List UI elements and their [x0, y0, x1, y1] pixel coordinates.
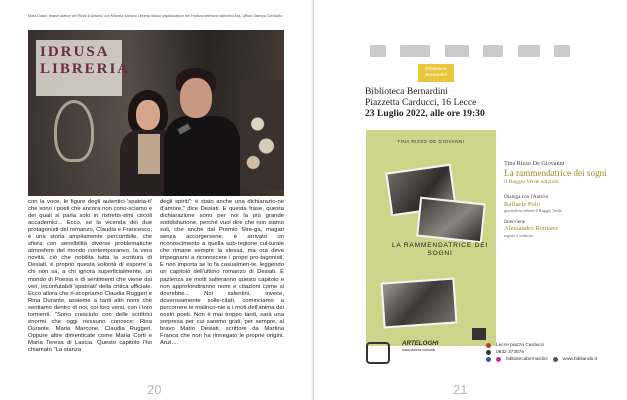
- article-column-2: degli spiriti": è stato anche una dichiarazio-ne d'amore." dice Desiati. E questa frase, questa dichiarazione sono per noi la più grande soddisfazione, perché vuol dire che non siamo soli, che anche dal Premio Stre-ga, magari senza accorgersene, è arrivato un riconoscimento a quella sub-regione cul-turale che rimane sempre la stessa, ma ora deve impegnarsi a riconoscere i propri pro-tagonisti. E non importa se lo fa casualmen-te, leggendo un capitolo dell'ultimo romanzo di Desiati. È pazienza se molti salteranno questo capitolo e non approfondiranno nomi e citazioni come si dovrebbe... Noi salentini, invece, doverosamente solle-citati, cominciamo a percorrere le malinco-nie e i moti dell'anima dei nostri poeti. Non è mai troppo tardi, sarà una sorpresa per cui saremo grati, per sempre, al bravo Mario Desiati, scrittore da Martina Franca che non ha rinnegato le proprie origini. Anzi....: [160, 199, 284, 346]
- brand-sub: associazione culturale: [402, 348, 436, 352]
- dialog-name: Raffaele Polo: [504, 200, 540, 208]
- sponsor-logo-icon: [518, 45, 540, 57]
- publisher-logo-icon: [472, 328, 486, 340]
- cover-author: TINA RIZZO DE GIOVANNI: [397, 139, 465, 144]
- interview-sub: regista e scrittore: [504, 232, 533, 238]
- bookshop-logo-icon: [54, 100, 94, 162]
- event-info: [504, 160, 614, 243]
- contact-phone[interactable]: 0832 373576: [496, 350, 525, 355]
- facebook-icon[interactable]: [486, 357, 491, 362]
- brand-name: ARTELOGHI: [402, 340, 439, 347]
- event-header: [365, 86, 595, 119]
- info-author: Tina Rizzo De Giovanni: [504, 160, 565, 167]
- cover-photo: [416, 197, 486, 244]
- bookshop-sign: IDRUSA LIBRERIA: [40, 44, 131, 77]
- sponsor-logo-icon: [554, 45, 570, 57]
- association-logo-icon: [366, 342, 390, 364]
- info-publisher: Il Raggio Verde edizioni: [504, 179, 559, 186]
- venue-address: Piazzetta Carducci, 16 Lecce: [365, 97, 477, 108]
- library-badge: Biblioteca Bernardini: [418, 64, 454, 82]
- article-column-1: con la voce, le figure degli autentici 'spatria-ti' che sono i poeti che ancora non cono-sciamo e dei quali si parla solo in ristretts-simi circoli accademici... Ecco, se la vicenda dei due protagonisti del romanzo, Claudia e Francesco, è una storia ampliamente percorribile, che sfiora con sensibilità diverse problematiche atmosfere del mondo contemporaneo, la vera novità, ciò che nobilita tutta la scrittura di Desiati, è proprio questa volontà di esporre a chi non sa, a chi ignora superficialmente, un mondo di Poesia e di sentimenti che viene dai veri, inconfutabili 'spatriati' della critica ufficiale. Ecco allora che ri-scopriamo Claudia Ruggeri e Rina Durante, assieme a tanti altri nomi che sentiamo dentro di noi, coi loro versi, con i loro tormenti. "Sono cresciuto con delle scrittrici enormi che oggi nessuno conosce: Rina Durante, Maria Marcone, Claudia Ruggeri. Oppure altre dimenticate come Maria Corti e Maria Teresa di Lascia. Questo capitolo l'ho chiamato "La stanza: [28, 199, 152, 353]
- man-figure-face: [180, 78, 212, 118]
- woman-figure-top: [138, 134, 160, 174]
- sponsor-logo-icon: [400, 45, 430, 57]
- dialog-label: Dialoga con l'Autrice: [504, 194, 549, 201]
- book-cover: [366, 130, 496, 346]
- page-number-right: 21: [453, 382, 468, 397]
- contact-info: [486, 342, 597, 363]
- web-icon: [553, 357, 558, 362]
- contact-row-phone: [486, 349, 597, 356]
- contact-row-place: [486, 342, 597, 349]
- location-pin-icon: [486, 343, 491, 348]
- article-columns: [28, 199, 284, 375]
- flowers-decoration: [240, 80, 284, 190]
- photo-caption: Mara Dotan, finisse autrice del Rizoli di Antonio con Michela Santoro Libreria Idrusa organizzatrice del Festival letterario salentino Ass. Ufficio Stampa Coriolaño: [28, 14, 283, 18]
- interview-label: Interviene: [504, 218, 526, 225]
- cover-photo: [380, 277, 457, 328]
- sponsor-logo-icon: [483, 45, 503, 57]
- page-number-left: 20: [147, 382, 162, 397]
- association-brand: [402, 340, 438, 352]
- page-left: [0, 0, 313, 400]
- interview-name: Alessandro Romano: [504, 225, 558, 233]
- contact-row-social: [486, 356, 597, 363]
- instagram-icon[interactable]: [496, 357, 501, 362]
- woman-figure-face: [136, 100, 160, 130]
- event-datetime: 23 Luglio 2022, alle ore 19:30: [365, 108, 485, 119]
- page-right: [314, 0, 627, 400]
- info-book-title: La rammendatrice dei sogni: [504, 168, 607, 178]
- venue-name: Biblioteca Bernardini: [365, 86, 448, 97]
- contact-web[interactable]: www.bibliando.it: [562, 357, 598, 362]
- sponsor-logo-icon: [370, 45, 386, 57]
- phone-icon: [486, 350, 491, 355]
- event-photo: [28, 30, 284, 196]
- poster-footer: [366, 340, 606, 380]
- contact-place: Lecce piazza Carducci: [496, 343, 545, 348]
- sponsor-logo-icon: [445, 45, 469, 57]
- man-figure-body: [164, 116, 240, 196]
- dialog-sub: giornalista editore Il Raggio Verde: [504, 208, 562, 214]
- sponsor-logos: [370, 44, 570, 58]
- contact-social[interactable]: bibliotecabernardini: [506, 357, 548, 362]
- cover-title: LA RAMMENDATRICE DEI SOGNI: [391, 242, 489, 257]
